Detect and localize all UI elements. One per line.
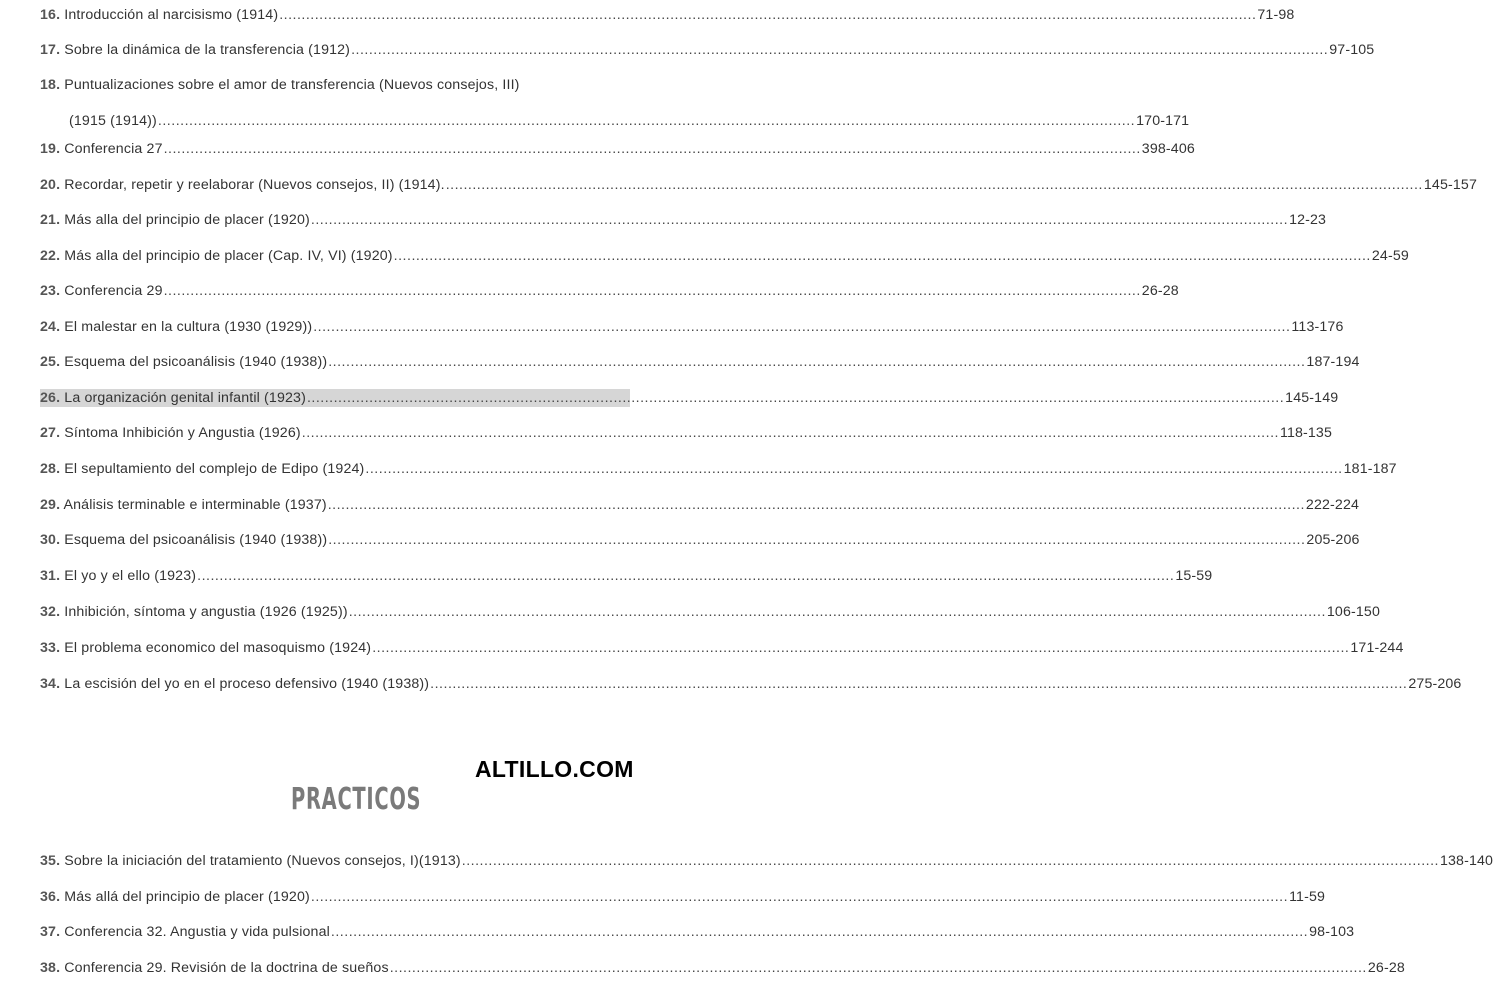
toc-entry-pages: 398-406 <box>1141 141 1195 157</box>
toc-entry <box>40 247 1409 265</box>
toc-entry-line <box>40 318 1344 336</box>
toc-entry-number: 21. <box>40 212 61 228</box>
toc-entry-pages: 205-206 <box>1306 532 1360 548</box>
toc-entry-pages: 171-244 <box>1350 640 1404 656</box>
dot-leader: ............................................................................................................................................................................................................................ <box>157 113 1136 129</box>
toc-entry-title-text: La escisión del yo en el proceso defensivo (1940 (1938)) <box>64 676 430 692</box>
dot-leader: ............................................................................................................................................................................................................................ <box>310 212 1289 228</box>
toc-entry-pages: 15-59 <box>1175 568 1213 584</box>
toc-entry-title <box>40 41 350 59</box>
toc-entry-line <box>40 675 1462 693</box>
toc-entry-title <box>40 76 520 94</box>
dot-leader: ............................................................................................................................................................................................................................ <box>365 461 1343 477</box>
toc-entry-line <box>40 567 1213 585</box>
toc-entry <box>40 639 1404 657</box>
toc-entry-line <box>40 496 1360 514</box>
toc-entry-number: 23. <box>40 283 61 299</box>
toc-entry <box>40 176 1477 194</box>
toc-entry-number: 31. <box>40 568 61 584</box>
toc-entry-title <box>40 424 301 442</box>
dot-leader: ............................................................................................................................................................................................................................ <box>306 390 1285 406</box>
toc-entry-pages: 170-171 <box>1136 113 1190 129</box>
toc-entry-title <box>40 176 445 194</box>
dot-leader: ............................................................................................................................................................................................................................ <box>351 42 1329 58</box>
toc-entry-title-text: Síntoma Inhibición y Angustia (1926) <box>64 425 301 441</box>
toc-entry-title <box>40 959 389 977</box>
toc-entry-number: 37. <box>40 924 61 940</box>
toc-entry-pages: 145-157 <box>1423 177 1477 193</box>
toc-entry-title <box>40 567 196 585</box>
dot-leader: ............................................................................................................................................................................................................................ <box>372 640 1350 656</box>
toc-entry-number: 36. <box>40 889 61 905</box>
brand-watermark[interactable]: ALTILLO.COM <box>475 756 634 782</box>
toc-entry-line <box>40 6 1295 24</box>
toc-entry-line <box>40 76 630 94</box>
toc-entry <box>40 389 1339 407</box>
toc-entry-title <box>40 603 348 621</box>
toc-entry-pages: 106-150 <box>1326 604 1381 620</box>
toc-entry-title <box>40 211 310 229</box>
toc-entry-title-text: Recordar, repetir y reelaborar (Nuevos consejos, II) (1914). <box>64 177 445 193</box>
toc-entry-title <box>40 852 461 870</box>
toc-entry-line <box>40 531 1360 549</box>
toc-entry-number: 24. <box>40 319 61 335</box>
toc-entry <box>40 460 1397 478</box>
toc-entry-title <box>40 639 371 657</box>
toc-entry-title-text: El yo y el ello (1923) <box>64 568 197 584</box>
toc-entry-line <box>40 923 1355 941</box>
toc-entry-number: 27. <box>40 425 61 441</box>
toc-entry-title <box>69 112 157 130</box>
dot-leader: ............................................................................................................................................................................................................................ <box>330 924 1309 940</box>
toc-entry-title-text: El sepultamiento del complejo de Edipo (1924) <box>64 461 365 477</box>
toc-entry-title <box>40 140 163 158</box>
toc-entry <box>40 353 1360 371</box>
toc-entry-pages: 11-59 <box>1289 889 1326 905</box>
toc-entry-title-text: Inhibición, síntoma y angustia (1926 (1925)) <box>64 604 348 620</box>
toc-entry-title <box>40 675 429 693</box>
toc-entry-pages: 181-187 <box>1343 461 1397 477</box>
toc-entry-line <box>40 247 1409 265</box>
toc-entry-number: 19. <box>40 141 61 157</box>
dot-leader: ............................................................................................................................................................................................................................ <box>430 676 1408 692</box>
toc-entry-title-text: Conferencia 32. Angustia y vida pulsional <box>64 924 330 940</box>
toc-entry <box>40 41 1375 59</box>
toc-entry-line <box>40 353 1360 371</box>
toc-entry-line <box>40 639 1404 657</box>
toc-entry-number: 28. <box>40 461 61 477</box>
toc-entry-line <box>40 460 1397 478</box>
toc-entry-title <box>40 888 310 906</box>
toc-entry-line <box>40 389 1339 407</box>
toc-entry-line <box>40 140 1195 158</box>
toc-entry-number: 26. <box>40 390 61 406</box>
toc-entry-title-text: Sobre la iniciación del tratamiento (Nuevos consejos, I)(1913) <box>64 853 461 869</box>
toc-entry-title <box>40 389 306 407</box>
toc-entry-pages: 275-206 <box>1408 676 1462 692</box>
dot-leader: ............................................................................................................................................................................................................................ <box>163 141 1141 157</box>
toc-entry-number: 33. <box>40 640 61 656</box>
toc-entry-title-text: Introducción al narcisismo (1914) <box>64 7 279 23</box>
toc-entry-number: 25. <box>40 354 61 370</box>
toc-entry-number: 17. <box>40 42 61 58</box>
toc-entry-pages: 187-194 <box>1306 354 1360 370</box>
toc-entry <box>40 282 1179 300</box>
dot-leader: ............................................................................................................................................................................................................................ <box>445 177 1423 193</box>
toc-entry <box>40 424 1333 442</box>
toc-entry-line <box>40 41 1375 59</box>
toc-entry-title <box>40 282 163 300</box>
toc-entry-number: 29. <box>40 497 61 513</box>
dot-leader: ............................................................................................................................................................................................................................ <box>163 283 1141 299</box>
toc-entry-title <box>40 460 364 478</box>
dot-leader: ............................................................................................................................................................................................................................ <box>313 319 1291 335</box>
toc-entry-pages: 26-28 <box>1141 283 1179 299</box>
toc-entry-pages: 71-98 <box>1257 7 1295 23</box>
toc-entry-number: 22. <box>40 248 61 264</box>
toc-entry-pages: 113-176 <box>1291 319 1344 335</box>
toc-entry <box>40 923 1355 941</box>
toc-entry-title-text: Análisis terminable e interminable (1937) <box>63 497 327 513</box>
toc-entry <box>40 76 1190 130</box>
toc-entry-pages: 26-28 <box>1367 960 1405 976</box>
toc-entry-line <box>40 112 1190 130</box>
toc-entry-line <box>40 176 1477 194</box>
toc-entry <box>40 140 1195 158</box>
dot-leader: ............................................................................................................................................................................................................................ <box>348 604 1326 620</box>
toc-entry-number: 20. <box>40 177 61 193</box>
toc-entry <box>40 603 1381 621</box>
toc-entry-pages: 145-149 <box>1285 390 1339 406</box>
toc-entry-pages: 12-23 <box>1289 212 1327 228</box>
toc-entry-number: 34. <box>40 676 61 692</box>
toc-entry-title <box>40 496 327 514</box>
toc-entry-title-text: El malestar en la cultura (1930 (1929)) <box>64 319 313 335</box>
dot-leader: ............................................................................................................................................................................................................................ <box>197 568 1175 584</box>
toc-entry-pages: 118-135 <box>1279 425 1333 441</box>
dot-leader: ............................................................................................................................................................................................................................ <box>310 889 1289 905</box>
toc-entry-pages: 138-140 <box>1439 853 1493 869</box>
toc-entry-number: 16. <box>40 7 61 23</box>
toc-entry-title-text: Más alla del principio de placer (Cap. IV, VI) (1920) <box>64 248 393 264</box>
toc-entry-pages: 24-59 <box>1371 248 1409 264</box>
dot-leader: ............................................................................................................................................................................................................................ <box>327 497 1305 513</box>
dot-leader: ............................................................................................................................................................................................................................ <box>461 853 1439 869</box>
toc-entry <box>40 959 1405 977</box>
toc-entry-title <box>40 353 327 371</box>
toc-entry <box>40 496 1360 514</box>
toc-entry-number: 30. <box>40 532 61 548</box>
toc-entry-title <box>40 318 312 336</box>
toc-entry <box>40 318 1344 336</box>
toc-entry-title-text: Esquema del psicoanálisis (1940 (1938)) <box>64 532 328 548</box>
toc-entry <box>40 567 1213 585</box>
toc-entry-pages: 97-105 <box>1329 42 1375 58</box>
dot-leader: ............................................................................................................................................................................................................................ <box>328 532 1306 548</box>
toc-entry-title <box>40 6 278 24</box>
toc-entry-title-text: Más alla del principio de placer (1920) <box>64 212 310 228</box>
toc-entry <box>40 211 1327 229</box>
toc-entry-title-text: Esquema del psicoanálisis (1940 (1938)) <box>64 354 328 370</box>
toc-entry <box>40 6 1295 24</box>
toc-entry-line <box>40 852 1493 870</box>
dot-leader: ............................................................................................................................................................................................................................ <box>393 248 1371 264</box>
toc-entry-line <box>40 603 1381 621</box>
toc-entry-number: 18. <box>40 77 61 93</box>
toc-entry-title <box>40 247 393 265</box>
toc-entry <box>40 888 1326 906</box>
toc-entry-pages: 222-224 <box>1305 497 1360 513</box>
toc-entry-title-text: Sobre la dinámica de la transferencia (1912) <box>64 42 351 58</box>
toc-entry <box>40 675 1462 693</box>
toc-entry-title-text: La organización genital infantil (1923) <box>64 390 306 406</box>
dot-leader: ............................................................................................................................................................................................................................ <box>389 960 1367 976</box>
toc-entry-number: 35. <box>40 853 61 869</box>
toc-entry-title-text: Puntualizaciones sobre el amor de transferencia (Nuevos consejos, III) <box>64 77 520 93</box>
section-title: PRACTICOS <box>291 782 422 817</box>
toc-entry-title <box>40 531 327 549</box>
toc-entry-number: 38. <box>40 960 61 976</box>
dot-leader: ............................................................................................................................................................................................................................ <box>328 354 1306 370</box>
toc-entry-title-text: Más allá del principio de placer (1920) <box>64 889 310 905</box>
toc-entry-line <box>40 211 1327 229</box>
toc-entry-line <box>40 282 1179 300</box>
dot-leader: ............................................................................................................................................................................................................................ <box>301 425 1279 441</box>
toc-entry <box>40 531 1360 549</box>
toc-entry-title-text: Conferencia 29 <box>64 283 163 299</box>
toc-entry-pages: 98-103 <box>1309 924 1355 940</box>
toc-entry <box>40 852 1493 870</box>
toc-entry-number: 32. <box>40 604 61 620</box>
toc-entry-title-text: Conferencia 29. Revisión de la doctrina de sueños <box>64 960 389 976</box>
toc-entry-title-text: (1915 (1914)) <box>69 113 157 129</box>
toc-entry-line <box>40 424 1333 442</box>
toc-entry-title-text: El problema economico del masoquismo (1924) <box>64 640 372 656</box>
toc-entry-title <box>40 923 330 941</box>
dot-leader: ............................................................................................................................................................................................................................ <box>279 7 1257 23</box>
toc-entry-title-text: Conferencia 27 <box>64 141 163 157</box>
toc-entry-line <box>40 888 1326 906</box>
toc-entry-line <box>40 959 1405 977</box>
